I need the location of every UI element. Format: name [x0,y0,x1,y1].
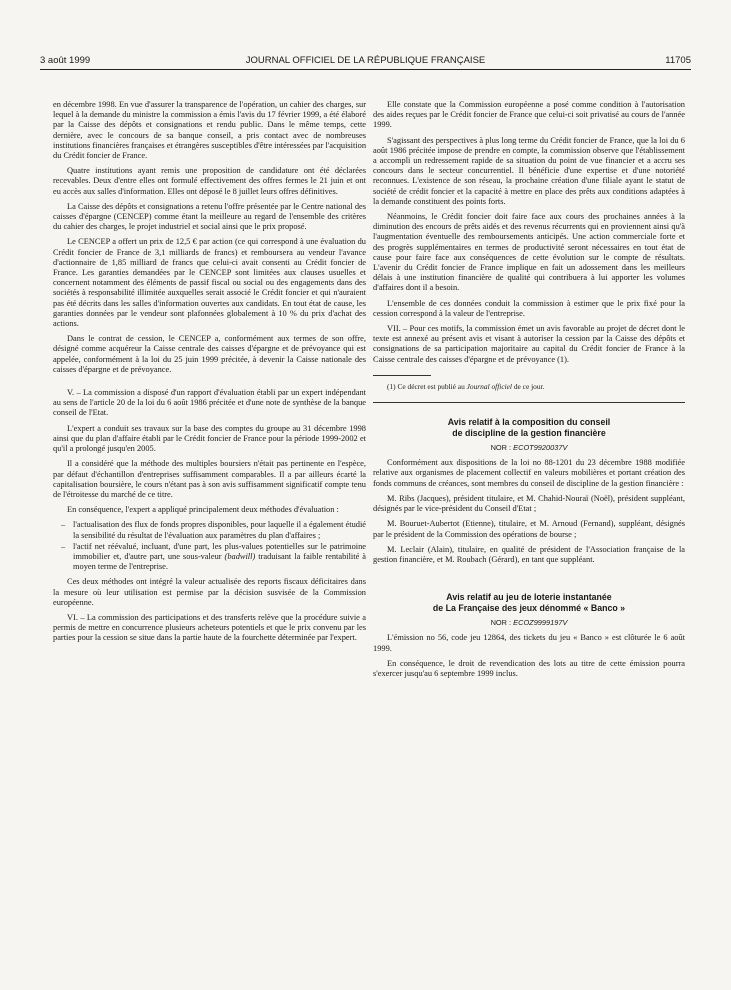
paragraph: Quatre institutions ayant remis une proposition de candidature ont été déclarées recevables. Deux d'entre elles ont formulé effectivement des offres fermes le 21 juin et ont eu accès aux salles d'information. Elles ont déposé le 8 juillet leurs offres définitives. [53,166,366,196]
spacer [53,380,366,388]
footnote-text: (1) Ce décret est publié au [387,381,467,391]
nor-code: ECOZ9999197V [513,618,568,628]
notice-title-line: de La Française des jeux dénommé « Banco » [432,602,626,613]
notice-title-line: Avis relatif à la composition du conseil [447,417,611,428]
paragraph: L'ensemble de ces données conduit la commission à estimer que le prix fixé pour la cession correspond à la valeur de l'entreprise. [373,298,685,318]
left-column [53,100,366,649]
header-rule [40,69,691,70]
right-column [373,100,685,684]
italic-term: (badwill) [224,551,256,561]
footnote-italic: Journal officiel [466,381,512,391]
paragraph: L'émission no 56, code jeu 12864, des tickets du jeu « Banco » est clôturée le 6 août 1999. [373,633,685,653]
list-item: – l'actualisation des flux de fonds propres disponibles, pour laquelle il a également étudié la sensibilité du résultat de l'évaluation aux paramètres du plan d'affaires ; [53,520,366,540]
paragraph: L'expert a conduit ses travaux sur la base des comptes du groupe au 31 décembre 1998 ainsi que du plan d'affaire établi par le Crédit foncier de France pour la période 1999-2002 et qu'il a prolongé jusqu'en 2005. [53,423,366,454]
nor-reference [373,443,685,453]
paragraph: En conséquence, l'expert a appliqué principalement deux méthodes d'évaluation : [67,505,339,515]
nor-code: ECOT9920037V [513,443,568,453]
nor-label: NOR : [490,443,514,453]
spacer [373,570,685,592]
paragraph-section-vii: VII. – Pour ces motifs, la commission émet un avis favorable au projet de décret dont le texte est annexé au présent avis et visant à autoriser la cession par la Caisse des dépôts et consignations de sa participation majoritaire au capital du Crédit foncier de France à la Caisse centrale des caisses d'épargne et de prévoyance (1). [373,324,685,364]
paragraph: Conformément aux dispositions de la loi no 88-1201 du 23 décembre 1988 modifiée relative aux organismes de placement collectif en valeurs mobilières et portant création des fonds communs de créances, sont membres du conseil de discipline de la gestion financière : [373,458,685,488]
nor-reference [373,618,685,628]
paragraph: La Caisse des dépôts et consignations a retenu l'offre présentée par le Centre national des caisses d'épargne (CENCEP) comme étant la meilleure au regard de l'ensemble des critères du cahier des charges, le projet industriel et social ainsi que le prix proposé. [53,201,366,232]
paragraph: M. Bouruet-Aubertot (Etienne), titulaire, et M. Arnoud (Fernand), suppléant, désignés par le président de la Commission des opérations de bourse ; [373,519,685,539]
paragraph: M. Ribs (Jacques), président titulaire, et M. Chahid-Nouraï (Noël), président suppléant, désignés par le vice-président du Conseil d'Etat ; [373,493,685,514]
header-date: 3 août 1999 [40,55,91,66]
paragraph: Le CENCEP a offert un prix de 12,5 € par action (ce qui correspond à une évaluation du Crédit foncier de France de 3,1 milliards de francs) et remboursera au vendeur l'avance d'actionnaire de 1,85 milliard de francs que celui-ci avait consenti au Crédit foncier de France. Les garanties demandées par le CENCEP sont limitées aux clauses usuelles et concernent notamment des éléments de passif fiscal ou social ou des engagements dans des sociétés à responsabilité illimitée auxquelles serait associé le Crédit foncier et qui n'auraient pas été décrits dans les salles d'information ouvertes aux candidats. En tout état de cause, les garanties données par le vendeur sont plafonnées globalement à 10 % du prix d'achat des actions. [53,237,366,329]
paragraph: Elle constate que la Commission européenne a posé comme condition à l'autorisation des aides reçues par le Crédit foncier de France que celui-ci soit privatisé au cours de l'année 1999. [373,100,685,130]
paragraph-section-vi: VI. – La commission des participations et des transferts relève que la procédure suivie a permis de mettre en concurrence plusieurs acheteurs potentiels et que le prix convenu par les parties pour la cession se situe dans la partie haute de la fourchette déterminée par l'expert. [53,612,366,643]
evaluation-methods-list [53,520,366,572]
paragraph: Il a considéré que la méthode des multiples boursiers n'était pas pertinente en l'espèce, par défaut d'échantillon d'entreprises suffisamment comparables. Il a par ailleurs écarté la capitalisation boursière, le cours n'étant pas à son avis suffisamment significatif compte tenu de l'étroitesse du marché de ce titre. [53,459,366,499]
footnote-rule [373,375,431,376]
paragraph: S'agissant des perspectives à plus long terme du Crédit foncier de France, que la loi du 6 août 1986 précitée impose de prendre en compte, la commission observe que l'établissement a accompli un redressement rapide de sa situation du point de vue financier et a accru ses concours dans le secteur concurrentiel. Il bénéficie d'une expertise et d'une notoriété reconnues. L'existence de son réseau, la prochaine création d'une filiale ayant le statut de société de crédit foncier et la capacité à mettre en place des prêts aux conditions adaptées à la demande constituent des points forts. [373,135,685,206]
list-item-text: l'actif net réévalué, incluant, d'une part, les plus-values potentielles sur le patrimoine immobilier et, d'autre part, une sous-valeur [73,541,366,561]
notice-title-line: de discipline de la gestion financière [452,427,606,438]
paragraph: Dans le contrat de cession, le CENCEP a, conformément aux termes de son offre, désigné comme acquéreur la Caisse centrale des caisses d'épargne et de prévoyance qui est appelée, conformément à la loi du 25 juin 1999 précitée, à devenir la Caisse nationale des caisses d'épargne et de prévoyance. [53,334,366,374]
footnote-text: de ce jour. [512,381,545,391]
header-journal-title: JOURNAL OFFICIEL DE LA RÉPUBLIQUE FRANÇAISE [245,55,486,66]
list-item-text: traduisant la faible rentabilité à moyen terme de l'entreprise. [73,551,366,572]
paragraph: Ces deux méthodes ont intégré la valeur actualisée des reports fiscaux déficitaires dans la mesure où leur utilisation est permise par la décision susvisée de la Commission européenne. [53,577,366,607]
paragraph: En conséquence, le droit de revendication des lots au titre de cette émission pourra s'exercer jusqu'au 6 septembre 1999 inclus. [373,658,685,678]
paragraph: en décembre 1998. En vue d'assurer la transparence de l'opération, un cahier des charges, sur lequel à la demande du ministre la commission a émis l'avis du 17 février 1999, a été élaboré par la Caisse des dépôts et consignations et rendu public. Dans le même temps, cette dernière, avec le concours de sa banque conseil, a pris contact avec de nombreuses institutions financières françaises et étrangères susceptibles d'être intéressées par l'acquisition du Crédit foncier de France. [53,100,367,161]
section-separator [373,402,685,403]
notice-title-discipline [373,417,685,438]
notice-title-banco [373,592,685,613]
footnote [373,382,685,392]
nor-label: NOR : [490,618,514,628]
paragraph-section-v: V. – La commission a disposé d'un rapport d'évaluation établi par un expert indépendant au sens de l'article 20 de la loi du 6 août 1986 précitée et d'une note de synthèse de la banque conseil de l'Etat. [53,388,366,418]
paragraph: M. Leclair (Alain), titulaire, en qualité de président de l'Association française de la gestion financière, et M. Roubach (Gérard), en tant que suppléant. [373,544,685,564]
paragraph: Néanmoins, le Crédit foncier doit faire face aux cours des prochaines années à la diminution des encours de prêts aidés et des revenus récurrents qui en proviennent ainsi qu'à l'augmentation éventuelle des remboursements anticipés. Une action commerciale forte et des progrès supplémentaires en termes de productivité seront nécessaires en tout état de cause pour faire face aux conséquences de cette évolution sur le compte de résultats. L'avenir du Crédit foncier de France implique en fait un adossement dans les meilleurs délais à une institution financière de qualité qui contribuera à lui apporter les volumes d'affaires dont il a besoin. [373,212,685,293]
notice-title-line: Avis relatif au jeu de loterie instantanée [446,592,612,603]
header-page-number: 11705 [665,55,691,66]
page-header [40,55,691,69]
list-item [53,542,366,573]
